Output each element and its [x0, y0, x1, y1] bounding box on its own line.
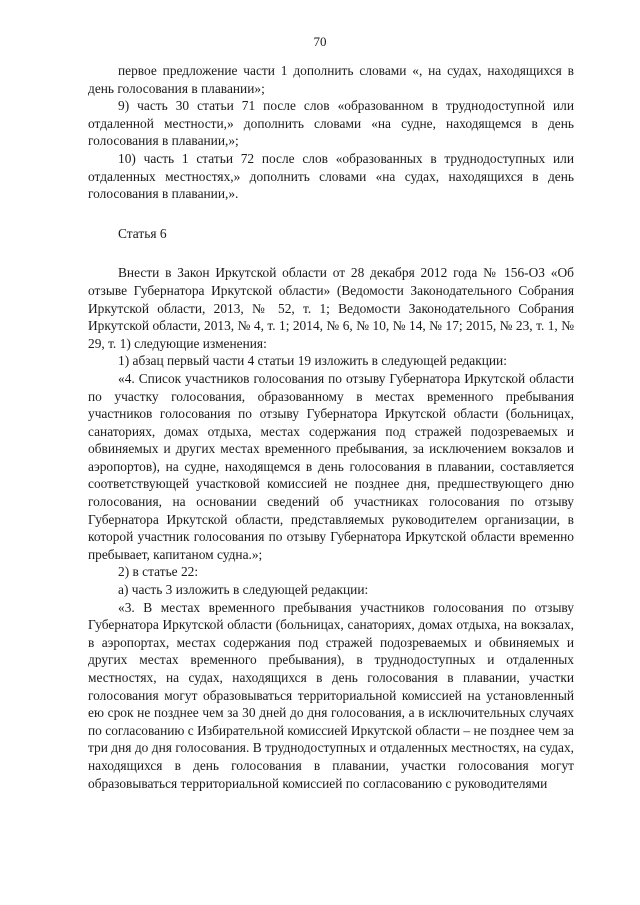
page-number: 70	[313, 34, 327, 49]
paragraph-amendment-1: 1) абзац первый части 4 статьи 19 изложить в следующей редакции:	[118, 353, 507, 369]
paragraph-amendment-1-text: «4. Список участников голосования по отзыву Губернатора Иркутской области по участку голосования, образованному в местах временного пребывания участников голосования по отзыву Губернатора Иркутской области (больницах, санаториях, домах отдыха, местах содержания под стражей подозреваемых и обвиняемых и других местах временного пребывания, за исключением вокзалов и аэропортов), на судне, находящемся в день голосования в плавании, составляется соответствующей участковой комиссией не позднее дня, предшествующего дню голосования, на основании сведений об участниках голосования по отзыву Губернатора Иркутской области, представляемых руководителем организации, в которой участник голосования по отзыву Губернатора Иркутской области временно пребывает, капитаном судна.»;	[88, 370, 574, 562]
article-heading: Статья 6	[118, 225, 167, 241]
paragraph-item-9: 9) часть 30 статьи 71 после слов «образованном в труднодоступной или отдаленной местности,» дополнить словами «на судне, находящемся в день голосования в плавании,»;	[88, 98, 574, 149]
document-body	[88, 62, 574, 792]
paragraph-item-10: 10) часть 1 статьи 72 после слов «образованных в труднодоступных или отдаленных местностях,» дополнить словами «на судах, находящихся в день голосования в плавании,».	[88, 150, 574, 202]
paragraph-item-8-continuation: первое предложение части 1 дополнить словами «, на судах, находящихся в день голосования в плавании»;	[88, 63, 574, 96]
paragraph-amendment-2a: а) часть 3 изложить в следующей редакции:	[118, 582, 369, 598]
paragraph-amendment-2: 2) в статье 22:	[118, 564, 199, 580]
paragraph-amendment-2a-text: «3. В местах временного пребывания участников голосования по отзыву Губернатора Иркутской области (больницах, санаториях, домах отдыха, на вокзалах, в аэропортах, местах содержания под стражей подозреваемых и обвиняемых и других местах временного пребывания), в труднодоступных и отдаленных местностях, на судах, находящихся в день голосования в плавании, участки голосования могут образовываться территориальной комиссией на установленный ею срок не позднее чем за 30 дней до дня голосования, а в исключительных случаях по согласованию с Избирательной комиссией Иркутской области – не позднее чем за три дня до дня голосования. В труднодоступных и отдаленных местностях, на судах, находящихся в день голосования в плавании, участки голосования могут образовываться территориальной комиссией по согласованию с руководителями	[88, 599, 574, 791]
paragraph-article-intro: Внести в Закон Иркутской области от 28 декабря 2012 года № 156-ОЗ «Об отзыве Губернатора Иркутской области» (Ведомости Законодательного Собрания Иркутской области, 2013, № 52, т. 1; Ведомости Законодательного Собрания Иркутской области, 2013, № 4, т. 1; 2014, № 6, № 10, № 14, № 17; 2015, № 23, т. 1, № 29, т. 1) следующие изменения:	[88, 265, 574, 351]
